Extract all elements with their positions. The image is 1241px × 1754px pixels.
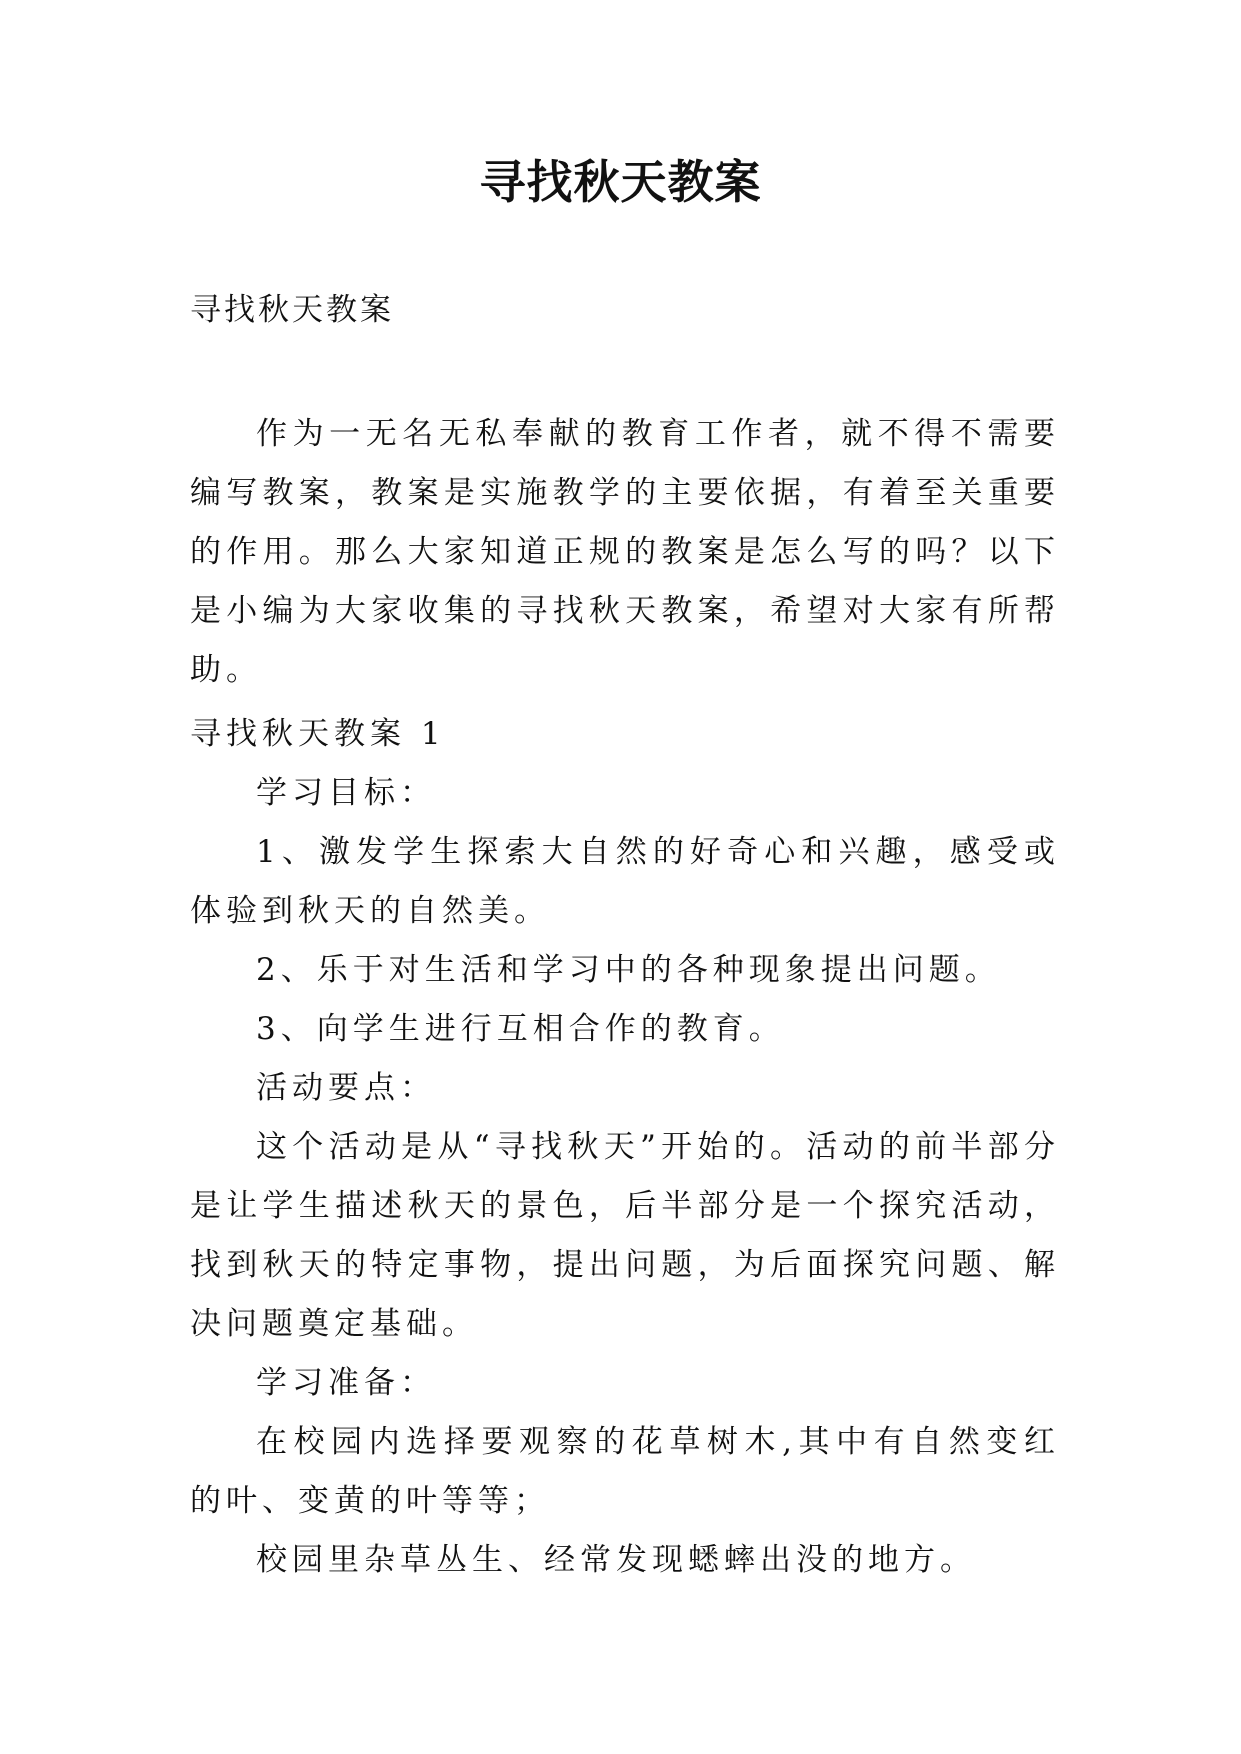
section-1 (190, 705, 1060, 1590)
intro-block (190, 405, 1060, 700)
goal-item-3: 3、向学生进行互相合作的教育。 (256, 1011, 785, 1047)
goal-item-1: 1、激发学生探索大自然的好奇心和兴趣，感受或体验到秋天的自然美。 (190, 834, 1060, 929)
goal-item-2: 2、乐于对生活和学习中的各种现象提出问题。 (256, 952, 1001, 988)
preparation-item-1: 在校园内选择要观察的花草树木,其中有自然变红的叶、变黄的叶等等； (190, 1424, 1060, 1519)
section-heading: 寻找秋天教案 1 (190, 716, 446, 752)
preparation-item-2: 校园里杂草丛生、经常发现蟋蟀出没的地方。 (256, 1542, 976, 1578)
document-subtitle: 寻找秋天教案 (190, 292, 394, 328)
activity-points-label: 活动要点： (256, 1070, 436, 1106)
intro-paragraph: 作为一无名无私奉献的教育工作者，就不得不需要编写教案，教案是实施教学的主要依据，有着至关重要的作用。那么大家知道正规的教案是怎么写的吗？以下是小编为大家收集的寻找秋天教案，希望对大家有所帮助。 (190, 416, 1060, 688)
learning-goals-label: 学习目标： (256, 775, 436, 811)
document-title: 寻找秋天教案 (479, 155, 762, 209)
preparation-label: 学习准备： (256, 1365, 436, 1401)
activity-points-text: 这个活动是从“寻找秋天”开始的。活动的前半部分是让学生描述秋天的景色，后半部分是一个探究活动，找到秋天的特定事物，提出问题，为后面探究问题、解决问题奠定基础。 (190, 1129, 1060, 1342)
